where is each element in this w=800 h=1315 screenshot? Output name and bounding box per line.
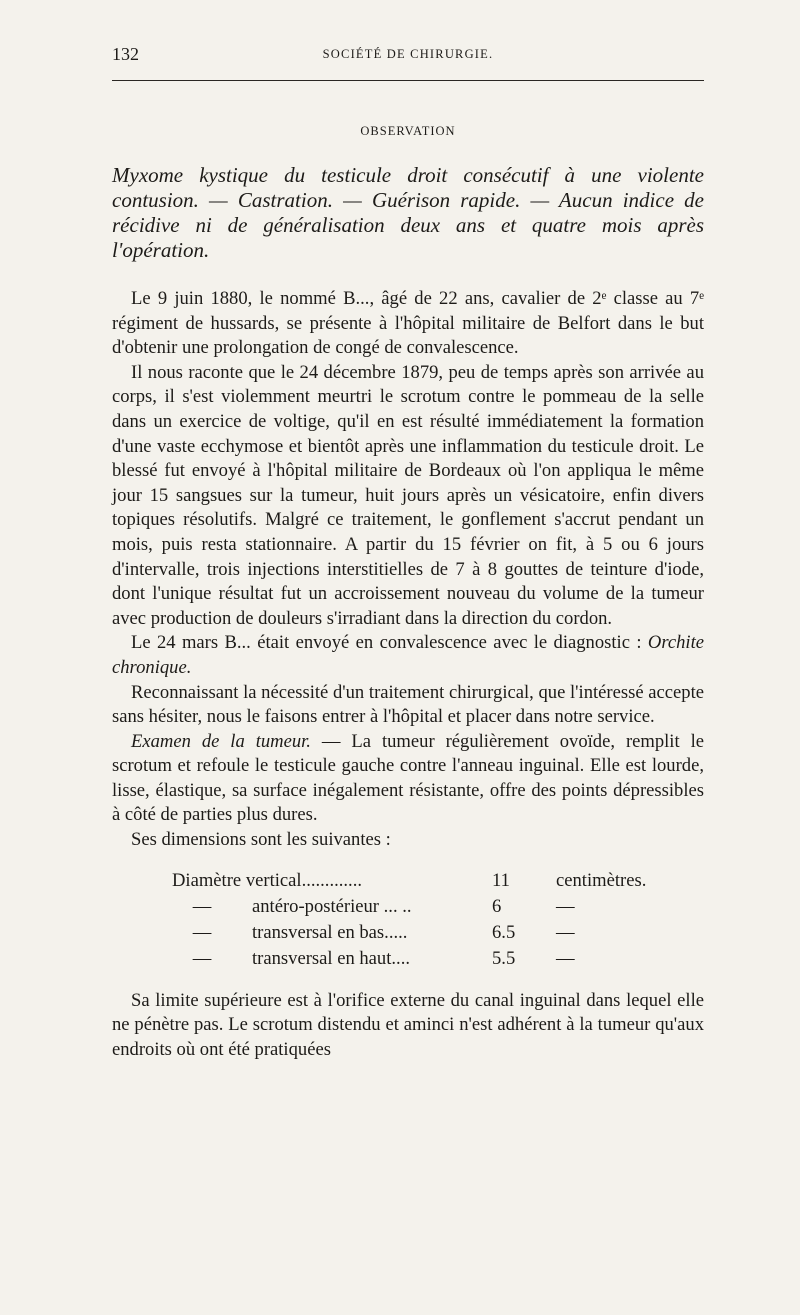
ditto-dash: —: [192, 895, 212, 917]
table-row: [112, 869, 646, 895]
observation-title: Myxome kystique du testicule droit consécutif à une violente contusion. — Castration. — Guérison rapide. — Aucun indice de récidive ni de généralisation deux ans et quatre mois après l'opération.: [112, 163, 704, 262]
dimension-unit: —: [556, 895, 575, 917]
dimension-value: 6: [492, 895, 502, 917]
header-rule: [112, 80, 704, 81]
paragraph-text: Le 24 mars B... était envoyé en convalescence avec le diagnostic :: [131, 632, 648, 654]
table-row: [112, 895, 646, 921]
section-heading: OBSERVATION: [360, 124, 456, 138]
paragraph: [112, 631, 704, 680]
paragraph: Reconnaissant la nécessité d'un traitement chirurgical, que l'intéressé accepte sans hésiter, nous le faisons entrer à l'hôpital et placer dans notre service.: [112, 681, 704, 728]
dimension-label: antéro-postérieur ... ..: [252, 895, 412, 917]
page-header: [112, 44, 704, 72]
dimension-unit: centimètres.: [556, 869, 647, 891]
paragraph: Ses dimensions sont les suivantes :: [131, 829, 391, 851]
paragraph: Le 9 juin 1880, le nommé B..., âgé de 22 ans, cavalier de 2ᵉ classe au 7ᵉ régiment de hussards, se présente à l'hôpital militaire de Belfort dans le but d'obtenir une prolongation de congé de convalescence.: [112, 288, 704, 359]
table-row: [112, 921, 646, 947]
dimension-value: 6.5: [492, 921, 516, 943]
ditto-dash: —: [192, 947, 212, 969]
body-text: [112, 287, 704, 1062]
dimension-value: 11: [492, 869, 510, 891]
dimension-value: 5.5: [492, 947, 516, 969]
paragraph: Sa limite supérieure est à l'orifice externe du canal inguinal dans lequel elle ne pénètre pas. Le scrotum distendu et aminci n'est adhérent à la tumeur qu'aux endroits où ont été pratiquées: [112, 989, 704, 1060]
paragraph: Il nous raconte que le 24 décembre 1879, peu de temps après son arrivée au corps, il s'est violemment meurtri le scrotum contre le pommeau de la selle dans un exercice de voltige, qu'il en est résulté immédiatement la formation d'une vaste ecchymose et bientôt après une inflammation du testicule droit. Le blessé fut envoyé à l'hôpital militaire de Bordeaux où l'on appliqua le même jour 15 sangsues sur la tumeur, huit jours après un vésicatoire, enfin divers topiques résolutifs. Malgré ce traitement, le gonflement s'accrut pendant un mois, puis resta stationnaire. A partir du 15 février on fit, à 5 ou 6 jours d'intervalle, trois injections interstitielles de 7 à 8 gouttes de teinture d'iode, dont l'unique résultat fut un accroissement nouveau du volume de la tumeur avec production de douleurs s'irradiant dans la direction du cordon.: [112, 361, 704, 629]
dimension-label: transversal en haut....: [252, 947, 410, 969]
dimensions-table: [112, 869, 646, 973]
ditto-dash: —: [192, 921, 212, 943]
dimension-label: Diamètre vertical.............: [172, 869, 362, 891]
running-title: SOCIÉTÉ DE CHIRURGIE.: [322, 47, 494, 61]
dimension-label: transversal en bas.....: [252, 921, 408, 943]
subheading-italic: Examen de la tumeur.: [131, 730, 311, 752]
paragraph: [112, 730, 704, 828]
paragraph-text: — La tumeur régulièrement ovoïde, remplit le scrotum et refoule le testicule gauche contre l'anneau inguinal. Elle est lourde, lisse, élastique, sa surface inégalement résistante, offre des points dépressibles à côté de parties plus dures.: [112, 730, 704, 826]
dimension-unit: —: [556, 921, 575, 943]
diagnosis-italic: Orchite chronique.: [112, 632, 704, 678]
dimension-unit: —: [556, 947, 575, 969]
page-number: 132: [112, 44, 139, 64]
table-row: [112, 947, 646, 973]
